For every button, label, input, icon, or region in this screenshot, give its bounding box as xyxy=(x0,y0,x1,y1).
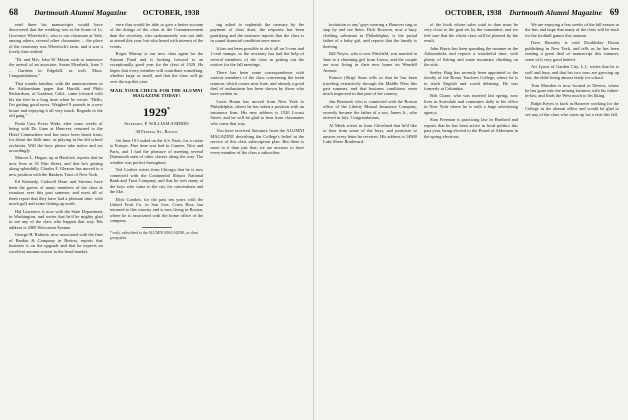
paragraph: Louis Horan has moved from New York to Philadelphia, where he has taken a position with an insurance firm. His new address is 1520 Locust Street, and he will be glad to hear from classmates who come that way. xyxy=(210,98,305,126)
class-heading xyxy=(110,105,204,120)
paragraph: Paula Cass Evers Wade, after some weeks of being with Dr. Lane at Hanover, returned to the Hotel Commodore and has since been heard from, for about the fifth time, as playing in the old school orchestra. Will the boys please take notice and act accordingly. xyxy=(9,120,103,153)
paragraph: Ralph Keyes is back in Hanover working for the College in the alumni office and would be glad to see any of the class who come up for a visit this fall. xyxy=(525,100,619,117)
paragraph: Francis (Skip) Sears tells us that he has been traveling extensively through the Middle West this past summer, and that business conditions seem much improved in that part of the country. xyxy=(323,75,417,97)
paragraph: invitation to any 'guys wearing a Hanover ring to stop by and see them. Dick Rowson, now a busy clothing salesman in Philadelphia, is the proud father of a baby girl, and reports that the family is thriving. xyxy=(323,22,417,49)
paragraph: "Dr. and Mrs. John W. Mason wish to announce the arrival of an associate, Susan Elizabeth, June 5 ... Gardens in Edgehill, as well, Mass. Congratulations." xyxy=(9,56,103,79)
paragraph: Seeley Haig has recently been appointed to the faculty of the Bronx Teachers College, where he is to teach English and coach debating. He was formerly at Columbia. xyxy=(424,69,518,91)
paragraph: You have received literature from the ALUMNI MAGAZINE describing the College's belief in the service of this class subscription plan. But there is more to it than just that; we are anxious to have every member of the class a subscriber. xyxy=(210,128,305,155)
left-column-1 xyxy=(9,22,103,416)
paragraph: It has not been possible to do it all on 5-cent and 1-cent stamps, so the secretary has had the help of several members of the class in getting out the notices for the fall meetings. xyxy=(210,45,305,68)
footnote: * early, subscribed to the ALUMNI MAGAZINE, as class group plan. xyxy=(109,230,199,240)
right-column-2 xyxy=(424,22,518,416)
right-issue-date: OCTOBER, 1938 xyxy=(445,8,502,17)
paragraph: We are enjoying a few weeks of the fall season at the Inn, and hope that many of the class will be back for the football games this autumn. xyxy=(525,22,619,38)
paragraph: Marcus L. Hoppe, up at Hartford, reports that he now lives at 51 Elm Street, and that he's getting along splendidly. Charles F. Gleason has moved to a new position with the Bankers Trust of New York. xyxy=(9,155,103,177)
right-column-1 xyxy=(323,22,417,416)
paragraph: Roger Murray is our new class agent for the Alumni Fund and is looking forward to an exceptionally good year for the class of 1929. He hopes that every member will contribute something, whether large or small, and that the class will go over the top this year. xyxy=(109,51,204,84)
paragraph: Tom Marsden is now located in Denver, where he has gone into the mining business with his father-in-law, and finds the West much to his liking. xyxy=(525,82,619,99)
paragraph: Hal Lawrence is now with the State Department in Washington, and writes that he'd be mighty glad to see any of the class who happen that way. His address is 2900 Wisconsin Avenue. xyxy=(9,208,103,230)
class-secretary: Secretary, F. WILLIAM ANDRES xyxy=(124,120,189,126)
paragraph: Dick Condon, for the past ten years with the United Fruit Co. in San Jose, Costa Rica, has returned to this country and is now living in Boston, where he is associated with the home office of the company. xyxy=(109,196,204,224)
paragraph: John Harris has been spending the summer in the Adirondacks and reports a wonderful time, with plenty of fishing and some mountain climbing on the side. xyxy=(424,45,518,68)
left-issue-date: OCTOBER, 1938 xyxy=(142,8,200,17)
left-page-header xyxy=(9,6,304,18)
right-page-number: 69 xyxy=(609,7,619,17)
secretary-address: 30 Federal St., Boston xyxy=(135,129,178,135)
paragraph: Art Lyons of Garden City, L.I., writes that he is well and busy and that his two sons are growing up fast, the elder being almost ready for school. xyxy=(525,64,619,81)
right-page-header xyxy=(323,6,619,18)
subscription-callout: MAIL YOUR CHECK FOR THE ALUMNI MAGAZINE TODAY! xyxy=(110,87,203,99)
paragraph: Al Meek writes in from Cleveland that he'd like to hear from some of the boys, and promises to answer every letter he receives. His address is 14900 Lake Shore Boulevard. xyxy=(323,122,417,145)
class-year: 1929 xyxy=(143,104,167,119)
left-page-number: 68 xyxy=(9,7,19,17)
footnote-marker: * xyxy=(167,106,170,113)
paragraph: Dave Bromley is with Doubleday Doran publishing in New York, and tells us he has been reading a great deal of manuscript this summer, some of it very good indeed. xyxy=(525,40,619,62)
footnote-divider xyxy=(142,227,172,228)
left-publication-title: Dartmouth Alumni Magazine xyxy=(34,8,127,17)
right-column-3 xyxy=(525,22,619,416)
right-publication-title: Dartmouth Alumni Magazine xyxy=(509,8,602,17)
paragraph: of the book whose sales total to date must be very close to the goal set by the committee, and we feel sure that the whole class will be pleased by the result. xyxy=(424,22,518,44)
paragraph: Ed Kennedy, Cadwell Dean and Stevens have been the guests of many members of the class at reunions over this past summer, and most all of them report that they have had a pleasant time, with much golf and some fishing up north. xyxy=(9,179,103,207)
left-column-2 xyxy=(110,22,204,416)
paragraph: Ted Coulter writes from Chicago that he is now connected with the Continental Illinois National Bank and Trust Company, and that he sees many of the boys who come to the city for conventions and the like. xyxy=(109,167,204,195)
paragraph: ence that would be able to give a better account of the doings of the class at the Commencement than the secretary, who unfortunately was not able to attend this year, but who heard with interest of the events. xyxy=(109,22,204,49)
paragraph: That sounds familiar, with the announcement in the Ashburnham paper that Harold, and Philo Richardson, of Gardena, Calif., came forward with his ten feet in a long time when he wrote: "Hello, I'm getting good news. Weighed 9 pounds in a new house and enjoying it all very much. Regards to the old gang." xyxy=(9,80,103,119)
paragraph: ing asked to replenish the treasury by the payment of class dues; the response has been gratifying and the treasurer reports that the class is in sound financial condition once more. xyxy=(210,22,305,44)
paragraph: On June 19 I sailed on the S.S. Paris, for a cruise to Europe. Fine time was had in Cannes, Nice and Paris, and I had the pleasure of meeting several Dartmouth men of other classes along the way. The weather was perfect throughout. xyxy=(109,137,204,165)
paragraph: Stan Freeman is practicing law in Hartford and reports that he has been active in local politics this past year, being elected to the Board of Aldermen in the spring elections. xyxy=(424,117,518,139)
paragraph: Bill Noyes, who is now Pittsfield, was married in June to a charming girl from Lenox, and the couple are now living in their new home on Wendell Avenue. xyxy=(323,51,417,73)
paragraph: Jim Brainerd, who is connected with the Boston office of the Liberty Mutual Insurance Company, recently became the father of a son, James Jr., who arrived in July. Congratulations. xyxy=(323,98,417,121)
paragraph: read there his manuscripts would have discovered that the wedding was at the home of Lt. Governor Wheelock's, who is our classmate at Yale, among others, several other classmates ... the place of the ceremony was Wheelock's farm, and it was a lovely time indeed. xyxy=(9,22,103,55)
paragraph: Bob Chase, who was married last spring, now lives in Scarsdale and commutes daily to his office in New York where he is with a large advertising agency. xyxy=(424,93,518,115)
paragraph: There has been some correspondence with various members of the class concerning the tenth reunion, which comes next June, and already a good deal of enthusiasm has been shown by those who have written in. xyxy=(210,69,305,97)
left-column-3 xyxy=(210,22,304,416)
paragraph: George H. Roberts, now associated with the firm of Rankin & Company in Boston, reports that business is on the upgrade and that he expects an excellent autumn season in the bond market. xyxy=(9,232,103,254)
right-page xyxy=(314,0,628,420)
